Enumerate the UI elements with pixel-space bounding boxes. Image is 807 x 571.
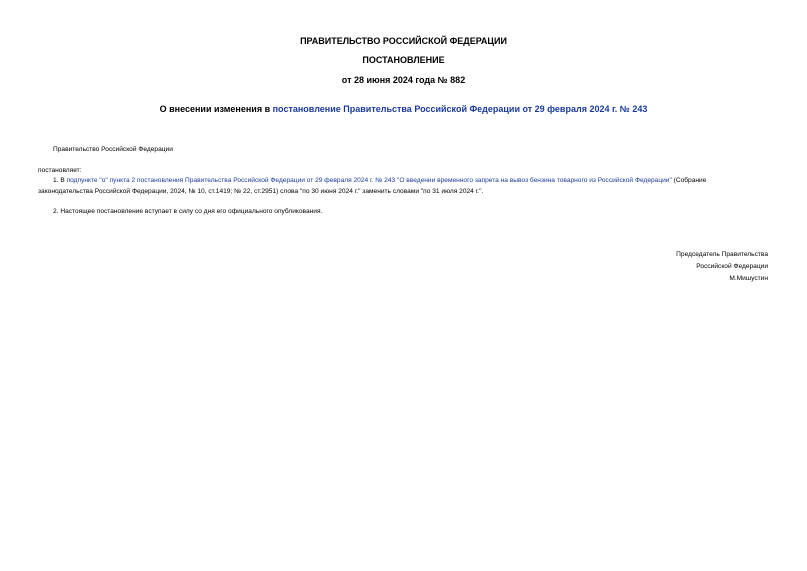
paragraph-1-mid: (Собрание xyxy=(671,177,707,184)
document-type-heading: ПОСТАНОВЛЕНИЕ xyxy=(362,55,445,65)
resolves-text: постановляет: xyxy=(38,167,82,174)
signature-position-line-1: Председатель Правительства xyxy=(676,251,768,258)
title-prefix: О внесении изменения в xyxy=(159,104,273,114)
issuer-text: Правительство Российской Федерации xyxy=(53,146,173,153)
document-title xyxy=(0,104,807,115)
government-heading: ПРАВИТЕЛЬСТВО РОССИЙСКОЙ ФЕДЕРАЦИИ xyxy=(300,36,507,46)
paragraph-1-start: 1. В xyxy=(53,177,67,184)
document-date-number: от 28 июня 2024 года № 882 xyxy=(341,75,466,85)
paragraph-1-line-2: законодательства Российской Федерации, 2024, № 10, ст.1419; № 22, ст.2951) слова "по 30 июня 2024 г." заменить словами "по 31 июля 2024 г.". xyxy=(38,188,484,195)
title-amended-resolution-link[interactable]: постановление Правительства Российской Федерации от 29 февраля 2024 г. № 243 xyxy=(272,104,648,114)
signature-position-line-2: Российской Федерации xyxy=(696,263,768,270)
paragraph-1-line-1 xyxy=(53,176,706,187)
paragraph-1-subclause-link[interactable]: подпункте "о" пункта 2 постановления Правительства Российской Федерации от 29 февраля 2024 г. № 243 "О введении временного запрета на вывоз бензина товарного из Российской Федерации" xyxy=(66,177,672,184)
signature-block xyxy=(676,249,768,285)
signature-name: М.Мишустин xyxy=(729,275,768,282)
paragraph-2: 2. Настоящее постановление вступает в силу со дня его официального опубликования. xyxy=(53,208,323,215)
